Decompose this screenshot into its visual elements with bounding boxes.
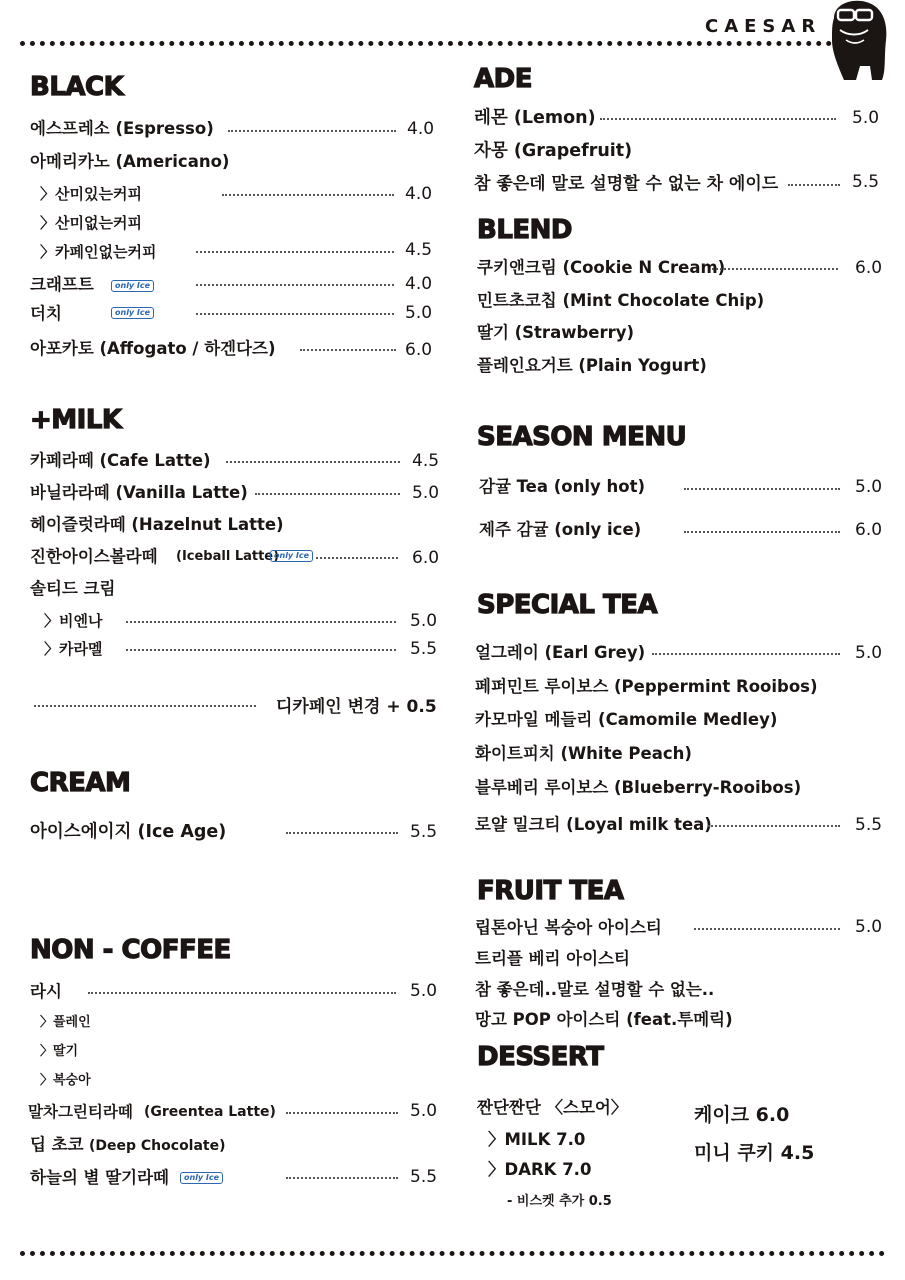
brand-name: CAESAR [705, 16, 822, 37]
menu-item-camomile-medley: 카모마일 메들리 (Camomile Medley) [475, 710, 778, 729]
price-decaf: 4.5 [405, 240, 433, 260]
only-ice-badge: only Ice [111, 307, 154, 319]
leader-dots [126, 649, 396, 651]
price-espresso: 4.0 [407, 119, 435, 139]
menu-item-star-strawberry-latte: 하늘의 별 딸기라떼 [30, 1168, 170, 1187]
menu-item-indescribable: 참 좋은데..말로 설명할 수 없는.. [475, 980, 715, 999]
price-iceball-latte: 6.0 [412, 548, 440, 568]
section-heading-cream: CREAM [30, 768, 131, 798]
section-heading-milk: +MILK [30, 405, 122, 435]
leader-dots [286, 1112, 398, 1114]
menu-item-tea-ade: 참 좋은데 말로 설명할 수 없는 차 에이드 [474, 174, 779, 194]
menu-item-royal-milk-tea: 로얄 밀크티 (Loyal milk tea) [475, 815, 712, 834]
menu-item-peppermint-rooibos: 페퍼민트 루이보스 (Peppermint Rooibos) [475, 677, 818, 696]
menu-item-earl-grey: 얼그레이 (Earl Grey) [475, 643, 646, 662]
gorilla-logo-icon [826, 0, 888, 82]
leader-dots [600, 118, 836, 120]
price-tangerine-tea: 5.0 [855, 477, 883, 497]
menu-subitem-caramel: 〉카라멜 [44, 640, 103, 658]
menu-item-blueberry-rooibos: 블루베리 루이보스 (Blueberry-Rooibos) [475, 778, 802, 797]
leader-dots [222, 194, 394, 196]
section-heading-season-menu: SEASON MENU [477, 422, 687, 452]
menu-item-lassi: 라시 [30, 982, 62, 1001]
only-ice-badge: only Ice [270, 550, 313, 562]
leader-dots [196, 284, 394, 286]
leader-dots [316, 557, 398, 559]
leader-dots [652, 653, 840, 655]
menu-subitem-plain: 〉플레인 [40, 1015, 91, 1030]
section-heading-black: BLACK [30, 72, 124, 102]
price-star-strawberry-latte: 5.5 [410, 1167, 438, 1187]
price-lassi: 5.0 [410, 981, 438, 1001]
menu-item-mini-cookie: 미니 쿠키 4.5 [694, 1142, 815, 1164]
price-affogato: 6.0 [405, 340, 433, 360]
menu-item-triple-berry-iced-tea: 트리플 베리 아이스티 [475, 949, 630, 968]
section-heading-blend: BLEND [477, 215, 572, 245]
price-jeju-tangerine: 6.0 [855, 520, 883, 540]
menu-subitem-smore-milk: 〉MILK 7.0 [488, 1130, 586, 1149]
menu-item-plain-yogurt: 플레인요거트 (Plain Yogurt) [477, 356, 707, 375]
menu-subitem-non-acidic: 〉산미없는커피 [40, 214, 142, 232]
price-cookie-n-cream: 6.0 [855, 258, 883, 278]
leader-dots [226, 461, 400, 463]
leader-dots [708, 825, 840, 827]
leader-dots [126, 621, 396, 623]
section-heading-fruit-tea: FRUIT TEA [477, 876, 624, 906]
menu-item-cafe-latte: 카페라떼 (Cafe Latte) [30, 451, 211, 470]
price-vienna: 5.0 [410, 611, 438, 631]
menu-subitem-strawberry: 〉딸기 [40, 1044, 79, 1059]
menu-item-lemon: 레몬 (Lemon) [474, 108, 596, 128]
menu-item-greentea-latte-en: (Greentea Latte) [144, 1104, 276, 1120]
leader-dots [684, 531, 840, 533]
menu-item-white-peach: 화이트피치 (White Peach) [475, 744, 692, 763]
menu-item-strawberry-blend: 딸기 (Strawberry) [477, 323, 635, 342]
menu-item-cake: 케이크 6.0 [694, 1104, 790, 1126]
price-peach-iced-tea: 5.0 [855, 917, 883, 937]
price-lemon: 5.0 [852, 108, 880, 128]
leader-dots [300, 349, 396, 351]
price-cafe-latte: 4.5 [412, 451, 440, 471]
menu-item-greentea-latte: 말차그린티라떼 [28, 1103, 133, 1121]
menu-item-dutch: 더치 [30, 304, 62, 323]
leader-dots [228, 130, 396, 132]
menu-subitem-decaf: 〉카페인없는커피 [40, 243, 157, 261]
price-tea-ade: 5.5 [852, 172, 880, 192]
menu-item-americano: 아메리카노 (Americano) [30, 152, 230, 171]
leader-dots [196, 251, 394, 253]
menu-subitem-biscuit-add: - 비스켓 추가 0.5 [507, 1194, 612, 1209]
price-earl-grey: 5.0 [855, 643, 883, 663]
price-caramel: 5.5 [410, 639, 438, 659]
price-greentea-latte: 5.0 [410, 1101, 438, 1121]
price-ice-age: 5.5 [410, 822, 438, 842]
menu-item-deep-chocolate: 딥 초코 [30, 1135, 84, 1154]
menu-item-affogato: 아포카토 (Affogato / 하겐다즈) [30, 339, 276, 358]
menu-item-tangerine-tea: 감귤 Tea (only hot) [479, 477, 646, 496]
menu-item-craft: 크래프트 [30, 275, 94, 294]
menu-item-mint-chocolate-chip: 민트초코칩 (Mint Chocolate Chip) [477, 291, 765, 310]
decaf-change-note: 디카페인 변경 + 0.5 [276, 697, 437, 717]
leader-dots [694, 928, 840, 930]
leader-dots [788, 184, 840, 186]
leader-dots [196, 313, 394, 315]
section-heading-special-tea: SPECIAL TEA [477, 590, 658, 620]
menu-subitem-peach: 〉복숭아 [40, 1073, 91, 1088]
menu-subitem-acidic: 〉산미있는커피 [40, 185, 142, 203]
section-heading-ade: ADE [474, 64, 532, 94]
menu-item-salted-cream: 솔티드 크림 [30, 579, 116, 598]
menu-item-grapefruit: 자몽 (Grapefruit) [474, 141, 633, 161]
price-acidic: 4.0 [405, 184, 433, 204]
menu-item-mango-pop-iced-tea: 망고 POP 아이스티 (feat.투메릭) [475, 1010, 733, 1029]
menu-item-hazelnut-latte: 헤이즐럿라떼 (Hazelnut Latte) [30, 515, 284, 534]
price-vanilla-latte: 5.0 [412, 483, 440, 503]
leader-dots [88, 992, 396, 994]
leader-dots [286, 832, 398, 834]
leader-dots [34, 705, 256, 707]
leader-dots [286, 1177, 398, 1179]
menu-item-jeju-tangerine: 제주 감귤 (only ice) [479, 520, 642, 539]
menu-item-smore: 짠단짠단 〈스모어〉 [477, 1098, 628, 1117]
only-ice-badge: only Ice [111, 280, 154, 292]
section-heading-dessert: DESSERT [477, 1042, 604, 1072]
only-ice-badge: only Ice [180, 1172, 223, 1184]
price-royal-milk-tea: 5.5 [855, 815, 883, 835]
menu-item-ice-age: 아이스에이지 (Ice Age) [30, 822, 227, 842]
menu-item-peach-iced-tea: 립톤아닌 복숭아 아이스티 [475, 918, 662, 937]
menu-item-cookie-n-cream: 쿠키앤크림 (Cookie N Cream) [477, 258, 726, 277]
menu-subitem-smore-dark: 〉DARK 7.0 [488, 1160, 592, 1179]
menu-item-iceball-latte: 진한아이스볼라떼 [30, 547, 158, 566]
menu-item-vanilla-latte: 바닐라라떼 (Vanilla Latte) [30, 483, 248, 502]
menu-item-deep-chocolate-en: (Deep Chocolate) [89, 1138, 226, 1154]
price-dutch: 5.0 [405, 303, 433, 323]
top-divider [20, 41, 832, 46]
leader-dots [255, 493, 400, 495]
price-craft: 4.0 [405, 274, 433, 294]
section-heading-non-coffee: NON - COFFEE [30, 935, 231, 965]
leader-dots [684, 488, 840, 490]
menu-item-espresso: 에스프레소 (Espresso) [30, 119, 214, 138]
bottom-divider [20, 1251, 885, 1256]
menu-subitem-vienna: 〉비엔나 [44, 612, 103, 630]
leader-dots [712, 268, 838, 270]
menu-item-iceball-latte-en: (Iceball Latte) [176, 549, 280, 564]
